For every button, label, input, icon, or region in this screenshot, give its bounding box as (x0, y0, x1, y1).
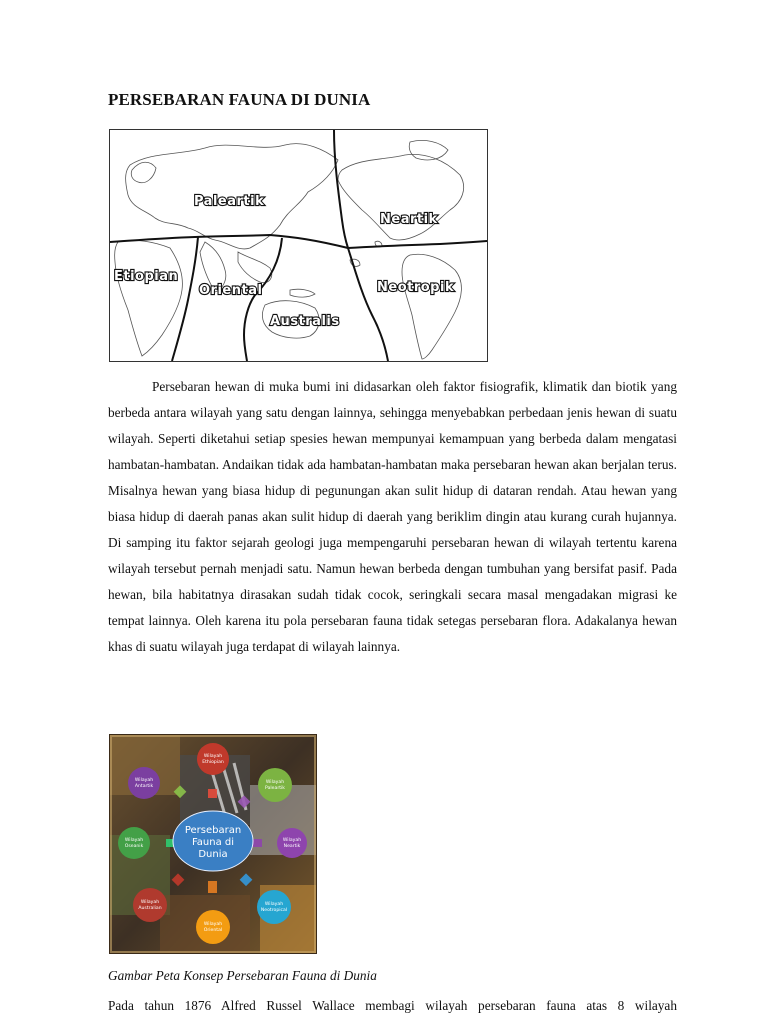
node-antartik-l1: Wilayah (134, 778, 154, 783)
map-label-oriental: Oriental (199, 283, 263, 298)
map-label-australis: Australis (270, 314, 340, 329)
paragraph-wallace-start: Pada tahun 1876 Alfred Russel Wallace membagi wilayah persebaran fauna atas 8 wilayah (108, 998, 677, 1013)
concept-center-line-1: Persebaran (184, 825, 242, 836)
map-label-neartik: Neartik (380, 212, 438, 227)
node-oseanik-l1: Wilayah (124, 838, 144, 843)
world-map-svg (110, 130, 487, 361)
node-australian-l2: Australian (138, 906, 162, 911)
node-neotropical-l2: Neotropical (260, 908, 288, 913)
concept-center-line-2: Fauna di (191, 837, 235, 848)
node-antartik-l2: Antartik (134, 784, 154, 789)
figure-caption: Gambar Peta Konsep Persebaran Fauna di Dunia (108, 968, 377, 983)
concept-map-svg (110, 735, 316, 953)
concept-center-line-3: Dunia (198, 849, 228, 860)
node-oseanik-l2: Oseanik (124, 844, 144, 849)
node-paleartik-l1: Wilayah (265, 780, 285, 785)
node-oriental-l1: Wilayah (203, 922, 223, 927)
map-label-etiopian: Etiopian (114, 269, 179, 284)
node-paleartik-l2: Paleartik (265, 786, 285, 791)
concept-map-image (109, 734, 317, 954)
node-etiopian-l1: Wilayah (203, 754, 223, 759)
node-australian-l1: Wilayah (140, 900, 160, 905)
fauna-world-map (109, 129, 488, 362)
node-oriental-l2: Oriental (203, 928, 223, 933)
node-neartik-l2: Neartik (283, 844, 301, 849)
map-label-paleartik: Paleartik (194, 194, 265, 209)
paragraph-faktor-persebaran (108, 374, 677, 660)
page-title: PERSEBARAN FAUNA DI DUNIA (108, 90, 371, 109)
paragraph-1-text: Persebaran hewan di muka bumi ini didasarkan oleh faktor fisiografik, klimatik dan biotik yang berbeda antara wilayah yang satu dengan lainnya, sehingga menyebabkan perbedaan jenis hewan di suatu wilayah. Seperti diketahui setiap spesies hewan mempunyai kemampuan yang berbeda dalam mengatasi hambatan-hambatan. Andaikan tidak ada hambatan-hambatan maka persebaran hewan akan berjalan terus. Misalnya hewan yang biasa hidup di pegunungan akan sulit hidup di dataran rendah. Atau hewan yang biasa hidup di daerah panas akan sulit hidup di daerah yang beriklim dingin atau kurang curah hujannya. Di samping itu faktor sejarah geologi juga mempengaruhi persebaran hewan di wilayah tertentu karena wilayah tersebut pernah menjadi satu. Namun hewan berbeda dengan tumbuhan yang bersifat pasif. Pada hewan, bila habitatnya dirasakan sudah tidak cocok, seringkali secara masal mengadakan migrasi ke tempat lainnya. Oleh karena itu pola persebaran fauna tidak setegas persebaran flora. Adakalanya hewan khas di suatu wilayah juga terdapat di wilayah lainnya. (108, 379, 677, 654)
node-neotropical-l1: Wilayah (264, 902, 284, 907)
map-label-neotropik: Neotropik (377, 280, 455, 295)
node-neartik-l1: Wilayah (282, 838, 302, 843)
node-etiopian-l2: Ethiopian (202, 760, 224, 765)
